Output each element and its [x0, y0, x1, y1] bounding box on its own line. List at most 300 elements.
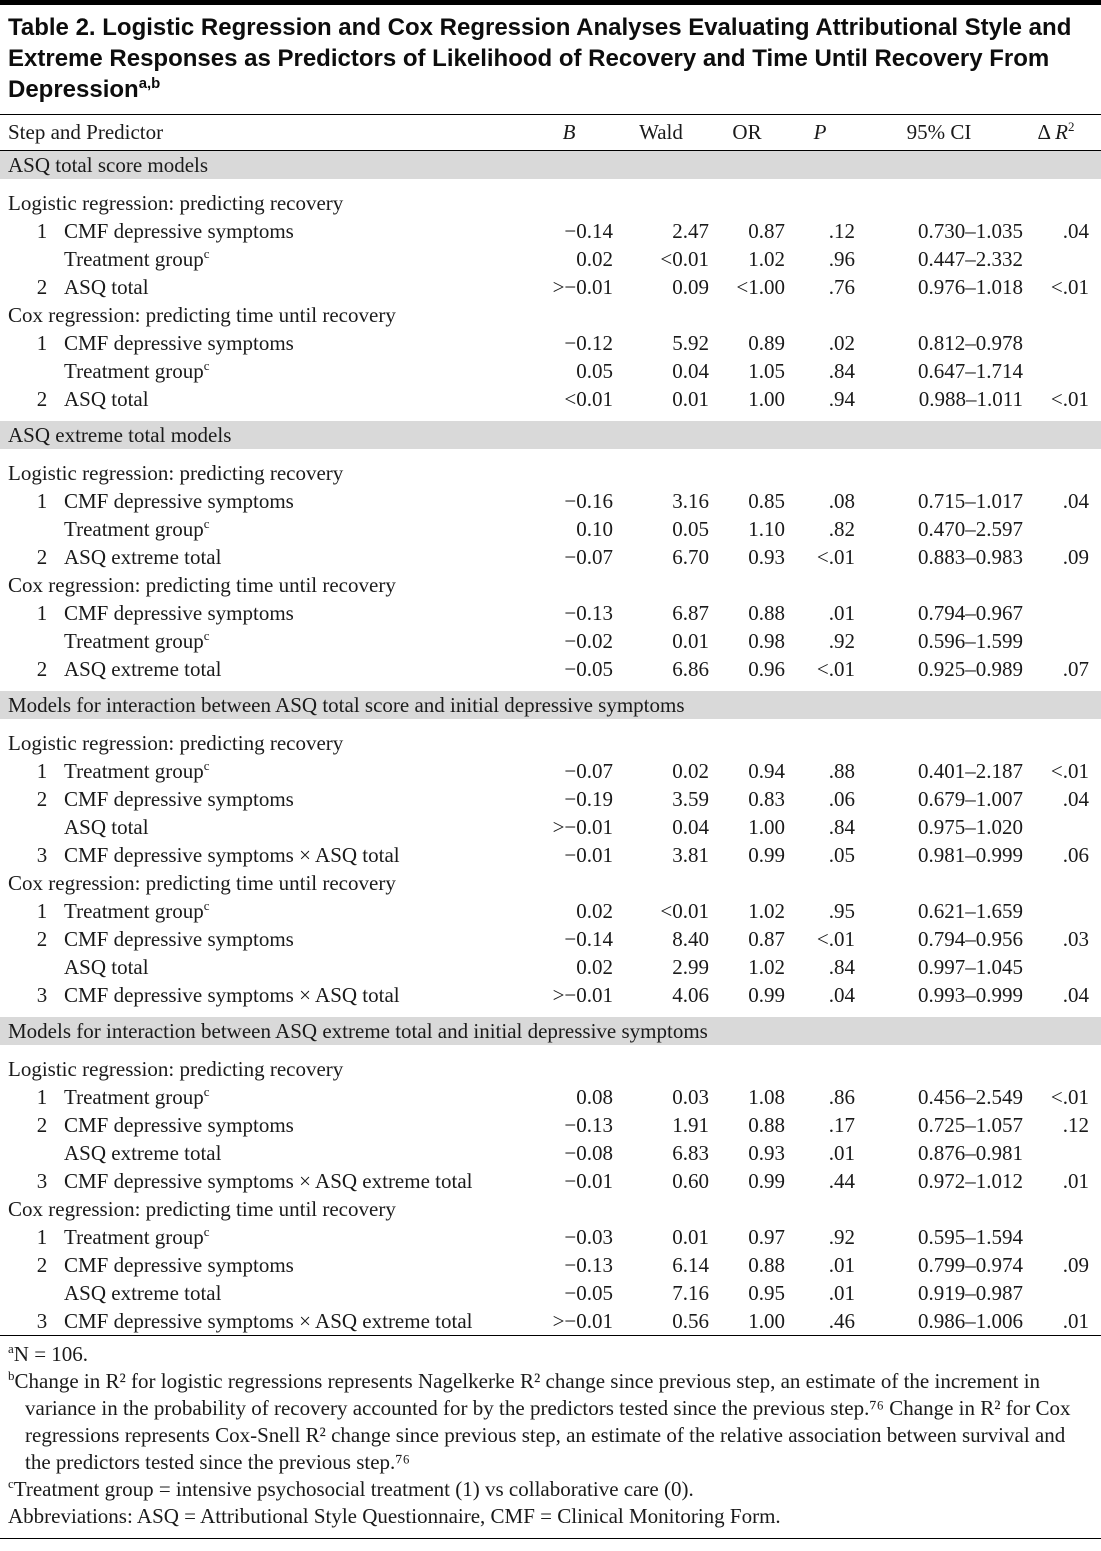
- cell-or: 0.89: [748, 331, 785, 355]
- cell-95-ci: 0.812–0.978: [918, 331, 1023, 355]
- cell-p: .08: [828, 489, 855, 513]
- predictor-cell: [8, 897, 525, 925]
- cell-b: −0.14: [564, 927, 613, 951]
- r-symbol: R: [1055, 120, 1068, 144]
- predictor-cell: [8, 599, 525, 627]
- footnote-marker: a: [8, 1341, 14, 1356]
- cell-p: <.01: [816, 545, 855, 569]
- predictor-cell: [8, 655, 525, 683]
- model-subheader-row: [0, 869, 1101, 897]
- step-number: 1: [36, 331, 48, 355]
- column-header-wald: Wald: [639, 120, 683, 144]
- cell-or: 0.88: [748, 1253, 785, 1277]
- cell-or: 1.02: [748, 955, 785, 979]
- model-subheader-label: Cox regression: predicting time until recovery: [8, 871, 396, 895]
- predictor-cell: [8, 357, 525, 385]
- section-header-row: [0, 1017, 1101, 1045]
- cell-p: .05: [828, 843, 855, 867]
- cell-delta-r2: .12: [1062, 1113, 1089, 1137]
- predictor-cell: [8, 1307, 525, 1335]
- model-subheader-row: [0, 459, 1101, 487]
- cell-delta-r2: <.01: [1050, 275, 1089, 299]
- model-subheader-row: [0, 1055, 1101, 1083]
- cell-or: 1.02: [748, 899, 785, 923]
- predictor-name: ASQ extreme total: [64, 545, 222, 569]
- cell-p: .01: [828, 1253, 855, 1277]
- cell-95-ci: 0.976–1.018: [918, 275, 1023, 299]
- cell-95-ci: 0.799–0.974: [918, 1253, 1023, 1277]
- cell-or: 1.08: [748, 1085, 785, 1109]
- table-row: [0, 841, 1101, 869]
- predictor-name: Treatment group$^c$: [64, 898, 210, 923]
- cell-wald: 6.83: [672, 1141, 709, 1165]
- cell-or: 0.93: [748, 545, 785, 569]
- cell-b: −0.19: [564, 787, 613, 811]
- cell-b: 0.02: [576, 247, 613, 271]
- step-number: 2: [36, 927, 48, 951]
- table-row: [0, 599, 1101, 627]
- cell-95-ci: 0.621–1.659: [918, 899, 1023, 923]
- cell-or: 0.87: [748, 927, 785, 951]
- predictor-name: CMF depressive symptoms: [64, 489, 294, 513]
- section-header-row: [0, 421, 1101, 449]
- table-row: [0, 1307, 1101, 1335]
- predictor-name: CMF depressive symptoms × ASQ total: [64, 983, 400, 1007]
- cell-p: .04: [828, 983, 855, 1007]
- table-row: [0, 245, 1101, 273]
- predictor-cell: [8, 273, 525, 301]
- cell-wald: 5.92: [672, 331, 709, 355]
- cell-95-ci: 0.925–0.989: [918, 657, 1023, 681]
- cell-wald: 3.16: [672, 489, 709, 513]
- predictor-name: CMF depressive symptoms: [64, 787, 294, 811]
- model-subheader-label: Logistic regression: predicting recovery: [8, 1057, 344, 1081]
- cell-delta-r2: .09: [1062, 1253, 1089, 1277]
- cell-p: .17: [828, 1113, 855, 1137]
- predictor-name: Treatment group$^c$: [64, 628, 210, 653]
- section-header-row: [0, 691, 1101, 719]
- cell-95-ci: 0.975–1.020: [918, 815, 1023, 839]
- model-subheader-label: Logistic regression: predicting recovery: [8, 461, 344, 485]
- predictor-footnote-marker: c: [203, 1084, 210, 1099]
- predictor-name: CMF depressive symptoms × ASQ extreme total: [64, 1309, 473, 1333]
- table-title-text: Table 2. Logistic Regression and Cox Regression Analyses Evaluating Attributional Style and Extreme Responses as Predictors of Likelihood of Recovery and Time Until Recovery From Depression: [8, 14, 1072, 103]
- predictor-footnote-marker: c: [203, 358, 210, 373]
- cell-or: 1.00: [748, 1309, 785, 1333]
- table-row: [0, 217, 1101, 245]
- cell-95-ci: 0.679–1.007: [918, 787, 1023, 811]
- predictor-name: Treatment group$^c$: [64, 1084, 210, 1109]
- table-body: [0, 151, 1101, 1335]
- cell-or: 0.83: [748, 787, 785, 811]
- cell-p: .84: [828, 815, 855, 839]
- cell-wald: 6.86: [672, 657, 709, 681]
- cell-p: .86: [828, 1085, 855, 1109]
- cell-p: .88: [828, 759, 855, 783]
- predictor-cell: [8, 329, 525, 357]
- table-row: [0, 385, 1101, 413]
- cell-b: 0.10: [576, 517, 613, 541]
- footnote-marker: c: [8, 1476, 14, 1491]
- cell-b: −0.05: [564, 657, 613, 681]
- step-number: 2: [36, 387, 48, 411]
- cell-95-ci: 0.794–0.967: [918, 601, 1023, 625]
- cell-or: 0.98: [748, 629, 785, 653]
- table-row: [0, 925, 1101, 953]
- cell-or: 1.00: [748, 815, 785, 839]
- cell-95-ci: 0.981–0.999: [918, 843, 1023, 867]
- cell-p: .46: [828, 1309, 855, 1333]
- predictor-cell: [8, 841, 525, 869]
- step-number: 1: [36, 219, 48, 243]
- predictor-cell: [8, 1223, 525, 1251]
- model-subheader-row: [0, 189, 1101, 217]
- table-title: [0, 5, 1101, 114]
- cell-p: <.01: [816, 657, 855, 681]
- table-row: [0, 1083, 1101, 1111]
- predictor-name: ASQ extreme total: [64, 1141, 222, 1165]
- predictor-footnote-marker: c: [203, 628, 210, 643]
- column-header-delta-r2: [1023, 120, 1089, 145]
- predictor-name: Treatment group$^c$: [64, 1224, 210, 1249]
- predictor-cell: [8, 1083, 525, 1111]
- predictor-cell: [8, 515, 525, 543]
- cell-p: .12: [828, 219, 855, 243]
- predictor-name: ASQ total: [64, 815, 149, 839]
- cell-b: 0.02: [576, 955, 613, 979]
- cell-delta-r2: .04: [1062, 983, 1089, 1007]
- cell-delta-r2: .01: [1062, 1309, 1089, 1333]
- cell-wald: 6.70: [672, 545, 709, 569]
- cell-p: .96: [828, 247, 855, 271]
- predictor-footnote-marker: c: [203, 758, 210, 773]
- predictor-cell: [8, 1279, 525, 1307]
- cell-wald: 8.40: [672, 927, 709, 951]
- cell-or: 0.99: [748, 1169, 785, 1193]
- predictor-name: CMF depressive symptoms × ASQ extreme total: [64, 1169, 473, 1193]
- cell-p: .01: [828, 1281, 855, 1305]
- cell-wald: 0.01: [672, 1225, 709, 1249]
- section-header-label: Models for interaction between ASQ total score and initial depressive symptoms: [8, 693, 685, 717]
- cell-wald: 0.04: [672, 815, 709, 839]
- cell-95-ci: 0.972–1.012: [918, 1169, 1023, 1193]
- model-subheader-label: Cox regression: predicting time until recovery: [8, 1197, 396, 1221]
- cell-95-ci: 0.986–1.006: [918, 1309, 1023, 1333]
- cell-or: 1.10: [748, 517, 785, 541]
- predictor-cell: [8, 543, 525, 571]
- cell-b: −0.02: [564, 629, 613, 653]
- model-subheader-row: [0, 729, 1101, 757]
- section-header-label: ASQ total score models: [8, 153, 209, 177]
- cell-wald: 3.81: [672, 843, 709, 867]
- model-subheader-label: Logistic regression: predicting recovery: [8, 191, 344, 215]
- step-number: 2: [36, 275, 48, 299]
- table-row: [0, 515, 1101, 543]
- predictor-name: ASQ extreme total: [64, 1281, 222, 1305]
- step-number: 1: [36, 489, 48, 513]
- cell-or: 1.05: [748, 359, 785, 383]
- cell-wald: 0.01: [672, 629, 709, 653]
- cell-b: −0.05: [564, 1281, 613, 1305]
- step-number: 2: [36, 657, 48, 681]
- cell-95-ci: 0.876–0.981: [918, 1141, 1023, 1165]
- model-subheader-row: [0, 1195, 1101, 1223]
- cell-95-ci: 0.596–1.599: [918, 629, 1023, 653]
- predictor-cell: [8, 925, 525, 953]
- predictor-name: ASQ total: [64, 955, 149, 979]
- cell-p: .06: [828, 787, 855, 811]
- predictor-name: ASQ extreme total: [64, 657, 222, 681]
- footnotes: [0, 1335, 1101, 1538]
- cell-delta-r2: .04: [1062, 219, 1089, 243]
- footnote: $^b$Change in R² for logistic regressions represents Nagelkerke R² change since previous step, an estimate of the increment in variance in the probability of recovery accounted for by the predictors tested since the previous step.⁷⁶ Change in R² for Cox regressions represents Cox-Snell R² change since previous step, an estimate of the relative association between survival and the predictors tested since the previous step.⁷⁶: [8, 1368, 1071, 1474]
- cell-b: 0.05: [576, 359, 613, 383]
- predictor-cell: [8, 1167, 525, 1195]
- cell-95-ci: 0.997–1.045: [918, 955, 1023, 979]
- cell-95-ci: 0.595–1.594: [918, 1225, 1023, 1249]
- table-row: [0, 655, 1101, 683]
- cell-p: .92: [828, 1225, 855, 1249]
- cell-wald: 6.87: [672, 601, 709, 625]
- table-row: [0, 487, 1101, 515]
- footnote: Abbreviations: ASQ = Attributional Style Questionnaire, CMF = Clinical Monitoring Form.: [8, 1504, 781, 1528]
- delta-symbol: Δ: [1037, 120, 1056, 144]
- predictor-cell: [8, 217, 525, 245]
- cell-b: >−0.01: [552, 983, 613, 1007]
- cell-p: .92: [828, 629, 855, 653]
- step-number: 2: [36, 545, 48, 569]
- cell-b: −0.01: [564, 1169, 613, 1193]
- predictor-name: CMF depressive symptoms: [64, 331, 294, 355]
- table-row: [0, 1223, 1101, 1251]
- cell-or: 1.00: [748, 387, 785, 411]
- predictor-name: Treatment group$^c$: [64, 358, 210, 383]
- predictor-footnote-marker: c: [203, 1224, 210, 1239]
- step-number: 2: [36, 1113, 48, 1137]
- cell-delta-r2: .04: [1062, 787, 1089, 811]
- cell-b: −0.16: [564, 489, 613, 513]
- cell-or: 0.99: [748, 843, 785, 867]
- table-row: [0, 543, 1101, 571]
- step-number: 3: [36, 983, 48, 1007]
- cell-95-ci: 0.725–1.057: [918, 1113, 1023, 1137]
- cell-wald: 0.04: [672, 359, 709, 383]
- predictor-cell: [8, 953, 525, 981]
- cell-b: 0.02: [576, 899, 613, 923]
- cell-wald: 1.91: [672, 1113, 709, 1137]
- step-number: 2: [36, 1253, 48, 1277]
- cell-b: −0.12: [564, 331, 613, 355]
- cell-95-ci: 0.447–2.332: [918, 247, 1023, 271]
- step-number: 1: [36, 899, 48, 923]
- cell-or: 0.87: [748, 219, 785, 243]
- predictor-cell: [8, 1251, 525, 1279]
- cell-95-ci: 0.919–0.987: [918, 1281, 1023, 1305]
- cell-b: >−0.01: [552, 275, 613, 299]
- section-header-label: Models for interaction between ASQ extreme total and initial depressive symptoms: [8, 1019, 708, 1043]
- model-subheader-label: Cox regression: predicting time until recovery: [8, 303, 396, 327]
- section-header-row: [0, 151, 1101, 179]
- cell-wald: 0.60: [672, 1169, 709, 1193]
- cell-95-ci: 0.730–1.035: [918, 219, 1023, 243]
- cell-or: 0.99: [748, 983, 785, 1007]
- table-row: [0, 1111, 1101, 1139]
- cell-delta-r2: .04: [1062, 489, 1089, 513]
- cell-b: −0.14: [564, 219, 613, 243]
- cell-delta-r2: <.01: [1050, 387, 1089, 411]
- cell-p: <.01: [816, 927, 855, 951]
- cell-b: −0.08: [564, 1141, 613, 1165]
- predictor-cell: [8, 245, 525, 273]
- cell-or: 0.88: [748, 601, 785, 625]
- cell-wald: 0.01: [672, 387, 709, 411]
- cell-wald: 0.02: [672, 759, 709, 783]
- cell-95-ci: 0.456–2.549: [918, 1085, 1023, 1109]
- predictor-cell: [8, 981, 525, 1009]
- cell-wald: 3.59: [672, 787, 709, 811]
- table-row: [0, 1279, 1101, 1307]
- cell-p: .84: [828, 359, 855, 383]
- table-row: [0, 329, 1101, 357]
- cell-95-ci: 0.470–2.597: [918, 517, 1023, 541]
- predictor-name: Treatment group$^c$: [64, 246, 210, 271]
- cell-95-ci: 0.647–1.714: [918, 359, 1023, 383]
- cell-wald: 0.56: [672, 1309, 709, 1333]
- model-subheader-label: Cox regression: predicting time until recovery: [8, 573, 396, 597]
- cell-delta-r2: .06: [1062, 843, 1089, 867]
- cell-or: 0.93: [748, 1141, 785, 1165]
- model-subheader-row: [0, 301, 1101, 329]
- cell-wald: 0.05: [672, 517, 709, 541]
- column-header-b: B: [562, 120, 576, 144]
- predictor-footnote-marker: c: [203, 516, 210, 531]
- table-row: [0, 785, 1101, 813]
- cell-wald: 6.14: [672, 1253, 709, 1277]
- step-number: 1: [36, 601, 48, 625]
- cell-delta-r2: .07: [1062, 657, 1089, 681]
- table-row: [0, 813, 1101, 841]
- predictor-name: CMF depressive symptoms: [64, 601, 294, 625]
- step-number: 3: [36, 1309, 48, 1333]
- cell-95-ci: 0.715–1.017: [918, 489, 1023, 513]
- step-number: 1: [36, 1225, 48, 1249]
- cell-wald: <0.01: [660, 247, 709, 271]
- predictor-cell: [8, 385, 525, 413]
- table-row: [0, 1139, 1101, 1167]
- predictor-footnote-marker: c: [203, 898, 210, 913]
- cell-p: .76: [828, 275, 855, 299]
- predictor-name: Treatment group$^c$: [64, 516, 210, 541]
- column-header-or: OR: [732, 120, 762, 144]
- section-header-label: ASQ extreme total models: [8, 423, 232, 447]
- step-number: 3: [36, 843, 48, 867]
- cell-b: <0.01: [564, 387, 613, 411]
- predictor-name: CMF depressive symptoms: [64, 1253, 294, 1277]
- cell-95-ci: 0.794–0.956: [918, 927, 1023, 951]
- predictor-cell: [8, 627, 525, 655]
- cell-b: 0.08: [576, 1085, 613, 1109]
- cell-b: −0.13: [564, 1253, 613, 1277]
- cell-b: −0.13: [564, 601, 613, 625]
- cell-or: 1.02: [748, 247, 785, 271]
- step-number: 1: [36, 759, 48, 783]
- step-number: 2: [36, 787, 48, 811]
- cell-95-ci: 0.988–1.011: [918, 387, 1023, 411]
- table-row: [0, 897, 1101, 925]
- cell-wald: 0.09: [672, 275, 709, 299]
- cell-b: >−0.01: [552, 1309, 613, 1333]
- footnote-marker: b: [8, 1368, 15, 1383]
- cell-b: −0.07: [564, 759, 613, 783]
- predictor-name: ASQ total: [64, 275, 149, 299]
- table-row: [0, 1251, 1101, 1279]
- cell-wald: 0.03: [672, 1085, 709, 1109]
- cell-b: >−0.01: [552, 815, 613, 839]
- cell-95-ci: 0.401–2.187: [918, 759, 1023, 783]
- predictor-name: CMF depressive symptoms: [64, 219, 294, 243]
- table-row: [0, 981, 1101, 1009]
- cell-wald: 2.47: [672, 219, 709, 243]
- footnote: $^c$Treatment group = intensive psychosocial treatment (1) vs collaborative care (0).: [8, 1476, 694, 1501]
- cell-p: .44: [828, 1169, 855, 1193]
- column-header-p: P: [813, 120, 827, 144]
- step-number: 3: [36, 1169, 48, 1193]
- cell-or: 0.94: [748, 759, 785, 783]
- predictor-cell: [8, 813, 525, 841]
- cell-delta-r2: <.01: [1050, 759, 1089, 783]
- cell-or: 0.88: [748, 1113, 785, 1137]
- predictor-cell: [8, 785, 525, 813]
- cell-wald: 7.16: [672, 1281, 709, 1305]
- model-subheader-label: Logistic regression: predicting recovery: [8, 731, 344, 755]
- cell-wald: 2.99: [672, 955, 709, 979]
- cell-b: −0.01: [564, 843, 613, 867]
- predictor-name: CMF depressive symptoms × ASQ total: [64, 843, 400, 867]
- cell-delta-r2: <.01: [1050, 1085, 1089, 1109]
- cell-or: <1.00: [736, 275, 785, 299]
- cell-or: 0.85: [748, 489, 785, 513]
- cell-p: .94: [828, 387, 855, 411]
- predictor-name: ASQ total: [64, 387, 149, 411]
- r-squared-superscript: 2: [1067, 119, 1075, 134]
- cell-or: 0.96: [748, 657, 785, 681]
- cell-or: 0.97: [748, 1225, 785, 1249]
- predictor-name: CMF depressive symptoms: [64, 927, 294, 951]
- predictor-cell: [8, 757, 525, 785]
- cell-wald: 4.06: [672, 983, 709, 1007]
- predictor-cell: [8, 1139, 525, 1167]
- cell-b: −0.03: [564, 1225, 613, 1249]
- cell-delta-r2: .01: [1062, 1169, 1089, 1193]
- column-header-step-and-predictor: Step and Predictor: [8, 120, 164, 144]
- cell-b: −0.07: [564, 545, 613, 569]
- cell-delta-r2: .03: [1062, 927, 1089, 951]
- model-subheader-row: [0, 571, 1101, 599]
- cell-95-ci: 0.883–0.983: [918, 545, 1023, 569]
- column-header-95-ci: 95% CI: [906, 120, 972, 144]
- footnote: $^a$N = 106.: [8, 1341, 89, 1366]
- table-row: [0, 627, 1101, 655]
- table-row: [0, 357, 1101, 385]
- cell-p: .84: [828, 955, 855, 979]
- predictor-name: CMF depressive symptoms: [64, 1113, 294, 1137]
- predictor-footnote-marker: c: [203, 246, 210, 261]
- predictor-cell: [8, 487, 525, 515]
- step-number: 1: [36, 1085, 48, 1109]
- cell-p: .95: [828, 899, 855, 923]
- table-title-footnote-markers: a,b: [138, 76, 161, 92]
- cell-p: .01: [828, 601, 855, 625]
